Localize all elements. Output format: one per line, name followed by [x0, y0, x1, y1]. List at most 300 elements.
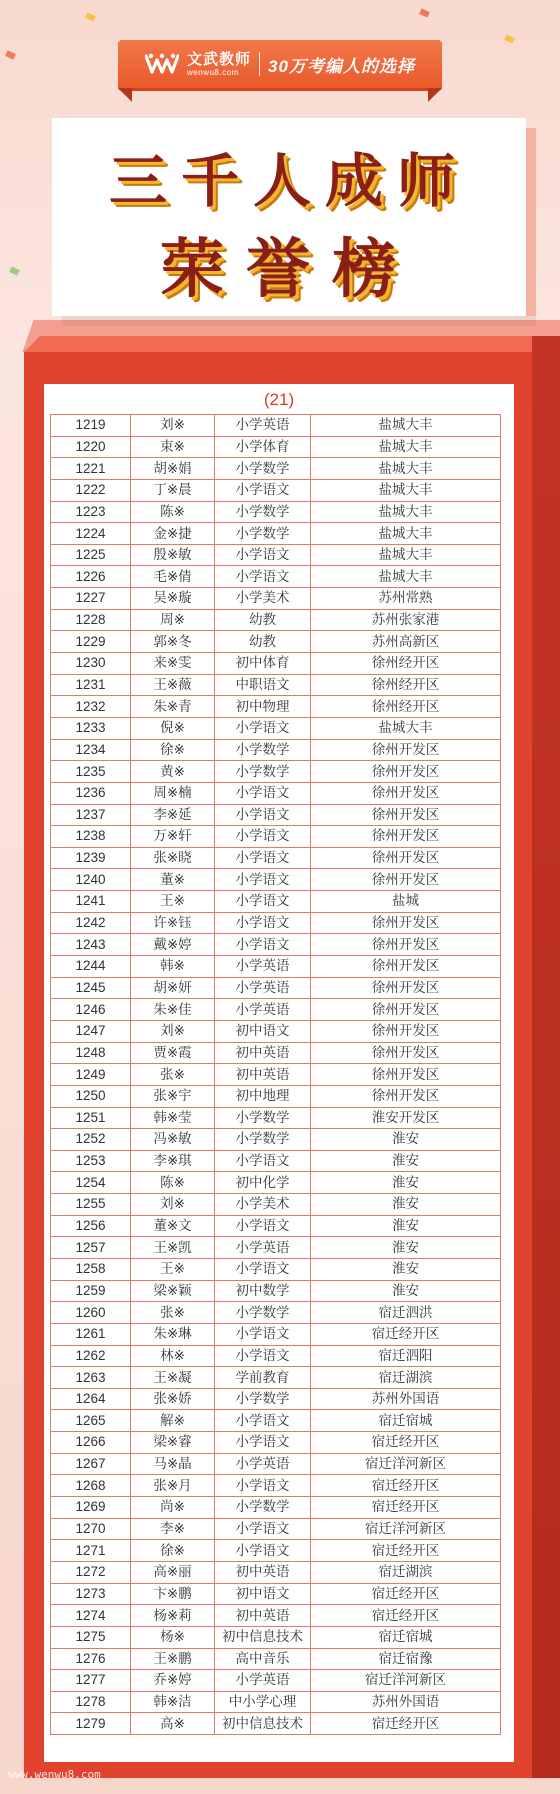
- table-row: [51, 1453, 501, 1475]
- row-name: 王※薇: [131, 674, 215, 696]
- row-subject: 中职语文: [215, 674, 311, 696]
- banner-fold-left: [118, 88, 132, 102]
- row-location: 苏州张家港: [311, 609, 501, 631]
- row-subject: 小学英语: [215, 999, 311, 1021]
- wenwu-logo-icon: [145, 52, 179, 76]
- row-name: 徐※: [131, 1540, 215, 1562]
- table-row: [51, 891, 501, 913]
- row-location: 淮安: [311, 1129, 501, 1151]
- row-number: 1274: [51, 1605, 131, 1627]
- row-number: 1242: [51, 912, 131, 934]
- row-location: 盐城大丰: [311, 717, 501, 739]
- row-name: 王※凝: [131, 1367, 215, 1389]
- row-name: 胡※娟: [131, 458, 215, 480]
- table-row: [51, 1194, 501, 1216]
- row-subject: 小学语文: [215, 891, 311, 913]
- row-location: 宿迁泗洪: [311, 1302, 501, 1324]
- row-number: 1251: [51, 1107, 131, 1129]
- row-location: 宿迁宿城: [311, 1626, 501, 1648]
- row-location: 宿迁湖滨: [311, 1561, 501, 1583]
- row-name: 韩※莹: [131, 1107, 215, 1129]
- row-number: 1261: [51, 1323, 131, 1345]
- row-number: 1245: [51, 977, 131, 999]
- row-number: 1252: [51, 1129, 131, 1151]
- table-row: [51, 1085, 501, 1107]
- table-row: [51, 1561, 501, 1583]
- row-location: 苏州外国语: [311, 1388, 501, 1410]
- row-location: 苏州常熟: [311, 588, 501, 610]
- box-side: [532, 336, 560, 1778]
- row-subject: 小学语文: [215, 1150, 311, 1172]
- row-name: 许※钰: [131, 912, 215, 934]
- row-subject: 初中英语: [215, 1042, 311, 1064]
- row-subject: 幼教: [215, 631, 311, 653]
- row-subject: 小学语文: [215, 544, 311, 566]
- row-number: 1243: [51, 934, 131, 956]
- row-number: 1220: [51, 436, 131, 458]
- banner-fold-right: [428, 88, 442, 102]
- table-row: [51, 847, 501, 869]
- row-number: 1224: [51, 523, 131, 545]
- row-number: 1266: [51, 1432, 131, 1454]
- table-row: [51, 1605, 501, 1627]
- row-name: 张※宇: [131, 1085, 215, 1107]
- row-number: 1259: [51, 1280, 131, 1302]
- row-number: 1237: [51, 804, 131, 826]
- row-name: 解※: [131, 1410, 215, 1432]
- row-location: 宿迁经开区: [311, 1432, 501, 1454]
- row-subject: 初中体育: [215, 653, 311, 675]
- row-number: 1264: [51, 1388, 131, 1410]
- row-location: 盐城大丰: [311, 523, 501, 545]
- row-number: 1241: [51, 891, 131, 913]
- row-location: 宿迁泗阳: [311, 1345, 501, 1367]
- row-subject: 小学语文: [215, 804, 311, 826]
- row-location: 宿迁经开区: [311, 1540, 501, 1562]
- row-subject: 小学数学: [215, 761, 311, 783]
- row-name: 董※文: [131, 1215, 215, 1237]
- row-location: 宿迁经开区: [311, 1605, 501, 1627]
- row-number: 1279: [51, 1713, 131, 1735]
- row-name: 金※捷: [131, 523, 215, 545]
- row-name: 高※丽: [131, 1561, 215, 1583]
- brand-slogan: 30万考编人的选择: [268, 56, 415, 76]
- row-subject: 小学英语: [215, 977, 311, 999]
- row-name: 高※: [131, 1713, 215, 1735]
- row-number: 1225: [51, 544, 131, 566]
- row-number: 1229: [51, 631, 131, 653]
- row-subject: 初中语文: [215, 1583, 311, 1605]
- row-name: 杨※莉: [131, 1605, 215, 1627]
- row-subject: 初中英语: [215, 1605, 311, 1627]
- row-name: 吴※璇: [131, 588, 215, 610]
- row-location: 宿迁经开区: [311, 1713, 501, 1735]
- row-number: 1222: [51, 479, 131, 501]
- row-subject: 小学体育: [215, 436, 311, 458]
- table-row: [51, 1432, 501, 1454]
- row-location: 徐州开发区: [311, 761, 501, 783]
- row-name: 张※: [131, 1064, 215, 1086]
- row-location: 宿迁洋河新区: [311, 1670, 501, 1692]
- row-name: 梁※颖: [131, 1280, 215, 1302]
- row-name: 韩※: [131, 956, 215, 978]
- row-subject: 小学英语: [215, 1237, 311, 1259]
- row-number: 1260: [51, 1302, 131, 1324]
- row-number: 1234: [51, 739, 131, 761]
- row-name: 尚※: [131, 1497, 215, 1519]
- row-subject: 小学语文: [215, 1215, 311, 1237]
- row-location: 盐城大丰: [311, 436, 501, 458]
- row-number: 1250: [51, 1085, 131, 1107]
- table-row: [51, 1367, 501, 1389]
- row-location: 宿迁经开区: [311, 1583, 501, 1605]
- row-location: 淮安: [311, 1150, 501, 1172]
- row-subject: 小学数学: [215, 501, 311, 523]
- row-number: 1271: [51, 1540, 131, 1562]
- table-row: [51, 523, 501, 545]
- row-number: 1263: [51, 1367, 131, 1389]
- row-location: 宿迁经开区: [311, 1475, 501, 1497]
- title-card: [52, 118, 526, 316]
- row-location: 宿迁湖滨: [311, 1367, 501, 1389]
- row-subject: 小学数学: [215, 523, 311, 545]
- row-location: 盐城大丰: [311, 501, 501, 523]
- row-name: 卞※鹏: [131, 1583, 215, 1605]
- row-number: 1270: [51, 1518, 131, 1540]
- table-row: [51, 1345, 501, 1367]
- table-row: [51, 566, 501, 588]
- row-subject: 小学语文: [215, 847, 311, 869]
- row-subject: 小学数学: [215, 1497, 311, 1519]
- row-name: 郭※冬: [131, 631, 215, 653]
- row-subject: 小学语文: [215, 717, 311, 739]
- table-row: [51, 1064, 501, 1086]
- table-row: [51, 1258, 501, 1280]
- table-row: [51, 956, 501, 978]
- row-name: 贾※霞: [131, 1042, 215, 1064]
- row-location: 徐州开发区: [311, 1064, 501, 1086]
- row-name: 丁※晨: [131, 479, 215, 501]
- row-number: 1238: [51, 826, 131, 848]
- row-number: 1276: [51, 1648, 131, 1670]
- row-location: 淮安: [311, 1237, 501, 1259]
- row-subject: 学前教育: [215, 1367, 311, 1389]
- row-location: 徐州开发区: [311, 804, 501, 826]
- row-subject: 小学美术: [215, 1194, 311, 1216]
- table-row: [51, 1042, 501, 1064]
- row-number: 1226: [51, 566, 131, 588]
- row-location: 盐城: [311, 891, 501, 913]
- row-location: 盐城大丰: [311, 415, 501, 437]
- row-number: 1231: [51, 674, 131, 696]
- table-row: [51, 761, 501, 783]
- row-name: 王※鹏: [131, 1648, 215, 1670]
- row-number: 1228: [51, 609, 131, 631]
- row-subject: 小学语文: [215, 1540, 311, 1562]
- row-name: 陈※: [131, 1172, 215, 1194]
- row-location: 淮安: [311, 1194, 501, 1216]
- row-number: 1267: [51, 1453, 131, 1475]
- row-name: 李※: [131, 1518, 215, 1540]
- row-name: 毛※倩: [131, 566, 215, 588]
- table-row: [51, 1648, 501, 1670]
- row-subject: 小学语文: [215, 826, 311, 848]
- row-location: 徐州开发区: [311, 999, 501, 1021]
- row-subject: 小学语文: [215, 1258, 311, 1280]
- row-name: 来※雯: [131, 653, 215, 675]
- row-number: 1253: [51, 1150, 131, 1172]
- row-location: 徐州开发区: [311, 977, 501, 999]
- row-name: 马※晶: [131, 1453, 215, 1475]
- row-location: 徐州开发区: [311, 912, 501, 934]
- row-subject: 小学语文: [215, 1432, 311, 1454]
- table-row: [51, 826, 501, 848]
- row-name: 李※琪: [131, 1150, 215, 1172]
- row-location: 徐州开发区: [311, 934, 501, 956]
- row-name: 王※: [131, 891, 215, 913]
- table-row: [51, 674, 501, 696]
- brand-divider: [259, 52, 260, 76]
- table-row: [51, 1107, 501, 1129]
- row-subject: 小学数学: [215, 1107, 311, 1129]
- row-number: 1223: [51, 501, 131, 523]
- row-number: 1272: [51, 1561, 131, 1583]
- row-subject: 幼教: [215, 609, 311, 631]
- row-subject: 初中英语: [215, 1064, 311, 1086]
- row-location: 淮安开发区: [311, 1107, 501, 1129]
- table-row: [51, 588, 501, 610]
- row-subject: 小学语文: [215, 1410, 311, 1432]
- row-location: 宿迁经开区: [311, 1323, 501, 1345]
- row-subject: 小学英语: [215, 956, 311, 978]
- table-row: [51, 1388, 501, 1410]
- row-name: 朱※琳: [131, 1323, 215, 1345]
- table-row: [51, 804, 501, 826]
- row-name: 周※: [131, 609, 215, 631]
- row-number: 1240: [51, 869, 131, 891]
- row-number: 1227: [51, 588, 131, 610]
- table-row: [51, 717, 501, 739]
- roster-panel: [44, 384, 514, 1762]
- row-number: 1239: [51, 847, 131, 869]
- table-row: [51, 869, 501, 891]
- row-subject: 小学数学: [215, 1302, 311, 1324]
- row-name: 王※凯: [131, 1237, 215, 1259]
- row-name: 朱※青: [131, 696, 215, 718]
- row-number: 1247: [51, 1020, 131, 1042]
- row-location: 宿迁洋河新区: [311, 1453, 501, 1475]
- table-row: [51, 1150, 501, 1172]
- row-number: 1255: [51, 1194, 131, 1216]
- table-row: [51, 609, 501, 631]
- row-number: 1244: [51, 956, 131, 978]
- row-name: 梁※睿: [131, 1432, 215, 1454]
- row-location: 徐州经开区: [311, 653, 501, 675]
- row-name: 束※: [131, 436, 215, 458]
- row-number: 1275: [51, 1626, 131, 1648]
- row-location: 宿迁宿豫: [311, 1648, 501, 1670]
- row-subject: 初中数学: [215, 1280, 311, 1302]
- row-name: 杨※: [131, 1626, 215, 1648]
- row-name: 张※: [131, 1302, 215, 1324]
- row-number: 1249: [51, 1064, 131, 1086]
- table-row: [51, 1020, 501, 1042]
- row-name: 刘※: [131, 415, 215, 437]
- row-location: 淮安: [311, 1215, 501, 1237]
- row-subject: 小学语文: [215, 869, 311, 891]
- section-label: (21): [263, 390, 295, 409]
- row-location: 徐州开发区: [311, 782, 501, 804]
- row-name: 胡※妍: [131, 977, 215, 999]
- table-row: [51, 912, 501, 934]
- row-number: 1265: [51, 1410, 131, 1432]
- table-row: [51, 1670, 501, 1692]
- row-name: 李※延: [131, 804, 215, 826]
- row-location: 盐城大丰: [311, 479, 501, 501]
- row-name: 戴※婷: [131, 934, 215, 956]
- table-row: [51, 1280, 501, 1302]
- row-name: 黄※: [131, 761, 215, 783]
- table-row: [51, 1215, 501, 1237]
- table-row: [51, 458, 501, 480]
- table-row: [51, 415, 501, 437]
- table-row: [51, 653, 501, 675]
- row-subject: 小学语文: [215, 1518, 311, 1540]
- row-name: 张※月: [131, 1475, 215, 1497]
- row-subject: 中小学心理: [215, 1691, 311, 1713]
- confetti: [419, 8, 430, 17]
- table-row: [51, 1583, 501, 1605]
- row-name: 冯※敏: [131, 1129, 215, 1151]
- row-subject: 小学语文: [215, 479, 311, 501]
- row-subject: 初中化学: [215, 1172, 311, 1194]
- row-number: 1269: [51, 1497, 131, 1519]
- row-location: 徐州开发区: [311, 847, 501, 869]
- row-subject: 初中物理: [215, 696, 311, 718]
- row-location: 盐城大丰: [311, 544, 501, 566]
- row-subject: 初中信息技术: [215, 1713, 311, 1735]
- table-row: [51, 631, 501, 653]
- table-row: [51, 934, 501, 956]
- table-row: [51, 1302, 501, 1324]
- brand-name: 文武教师: [187, 50, 252, 68]
- table-row: [51, 1172, 501, 1194]
- row-subject: 初中语文: [215, 1020, 311, 1042]
- row-location: 徐州开发区: [311, 956, 501, 978]
- table-row: [51, 544, 501, 566]
- row-number: 1256: [51, 1215, 131, 1237]
- row-location: 宿迁洋河新区: [311, 1518, 501, 1540]
- row-location: 淮安: [311, 1258, 501, 1280]
- row-number: 1262: [51, 1345, 131, 1367]
- row-number: 1277: [51, 1670, 131, 1692]
- table-row: [51, 1129, 501, 1151]
- row-subject: 小学英语: [215, 1453, 311, 1475]
- row-subject: 小学语文: [215, 912, 311, 934]
- table-row: [51, 479, 501, 501]
- honor-table: [50, 414, 501, 1735]
- row-subject: 小学数学: [215, 458, 311, 480]
- row-name: 万※轩: [131, 826, 215, 848]
- table-row: [51, 696, 501, 718]
- row-number: 1235: [51, 761, 131, 783]
- table-row: [51, 1410, 501, 1432]
- row-location: 苏州外国语: [311, 1691, 501, 1713]
- confetti: [85, 12, 96, 21]
- table-row: [51, 1518, 501, 1540]
- row-location: 徐州开发区: [311, 826, 501, 848]
- row-name: 刘※: [131, 1020, 215, 1042]
- row-name: 韩※洁: [131, 1691, 215, 1713]
- row-subject: 小学数学: [215, 1388, 311, 1410]
- row-subject: 高中音乐: [215, 1648, 311, 1670]
- row-location: 盐城大丰: [311, 566, 501, 588]
- row-location: 徐州开发区: [311, 1042, 501, 1064]
- table-row: [51, 436, 501, 458]
- row-number: 1248: [51, 1042, 131, 1064]
- table-row: [51, 1626, 501, 1648]
- row-number: 1219: [51, 415, 131, 437]
- table-row: [51, 1497, 501, 1519]
- table-row: [51, 1475, 501, 1497]
- confetti: [5, 50, 16, 59]
- page-title: 三千人成师: [108, 147, 469, 215]
- row-number: 1273: [51, 1583, 131, 1605]
- row-name: 林※: [131, 1345, 215, 1367]
- row-name: 乔※婷: [131, 1670, 215, 1692]
- table-row: [51, 1691, 501, 1713]
- row-location: 徐州开发区: [311, 1085, 501, 1107]
- row-number: 1236: [51, 782, 131, 804]
- row-location: 苏州高新区: [311, 631, 501, 653]
- row-name: 殷※敏: [131, 544, 215, 566]
- row-name: 王※: [131, 1258, 215, 1280]
- brand-url: wenwu8.com: [187, 67, 239, 77]
- row-subject: 初中信息技术: [215, 1626, 311, 1648]
- table-row: [51, 999, 501, 1021]
- row-name: 陈※: [131, 501, 215, 523]
- row-number: 1254: [51, 1172, 131, 1194]
- row-subject: 小学语文: [215, 1345, 311, 1367]
- row-location: 徐州开发区: [311, 1020, 501, 1042]
- table-row: [51, 1323, 501, 1345]
- row-name: 张※娇: [131, 1388, 215, 1410]
- table-row: [51, 1713, 501, 1735]
- watermark: www.wenwu8.com: [8, 1768, 101, 1781]
- confetti: [504, 34, 515, 43]
- row-number: 1268: [51, 1475, 131, 1497]
- row-number: 1258: [51, 1258, 131, 1280]
- row-location: 徐州开发区: [311, 739, 501, 761]
- box-lid: [24, 336, 560, 352]
- row-subject: 小学数学: [215, 1129, 311, 1151]
- row-subject: 小学语文: [215, 1323, 311, 1345]
- row-number: 1246: [51, 999, 131, 1021]
- row-subject: 初中英语: [215, 1561, 311, 1583]
- row-name: 徐※: [131, 739, 215, 761]
- row-subject: 小学语文: [215, 1475, 311, 1497]
- row-subject: 初中地理: [215, 1085, 311, 1107]
- row-subject: 小学数学: [215, 739, 311, 761]
- row-name: 董※: [131, 869, 215, 891]
- table-row: [51, 739, 501, 761]
- table-row: [51, 977, 501, 999]
- row-subject: 小学美术: [215, 588, 311, 610]
- table-row: [51, 1540, 501, 1562]
- row-location: 徐州经开区: [311, 696, 501, 718]
- row-number: 1232: [51, 696, 131, 718]
- row-name: 周※楠: [131, 782, 215, 804]
